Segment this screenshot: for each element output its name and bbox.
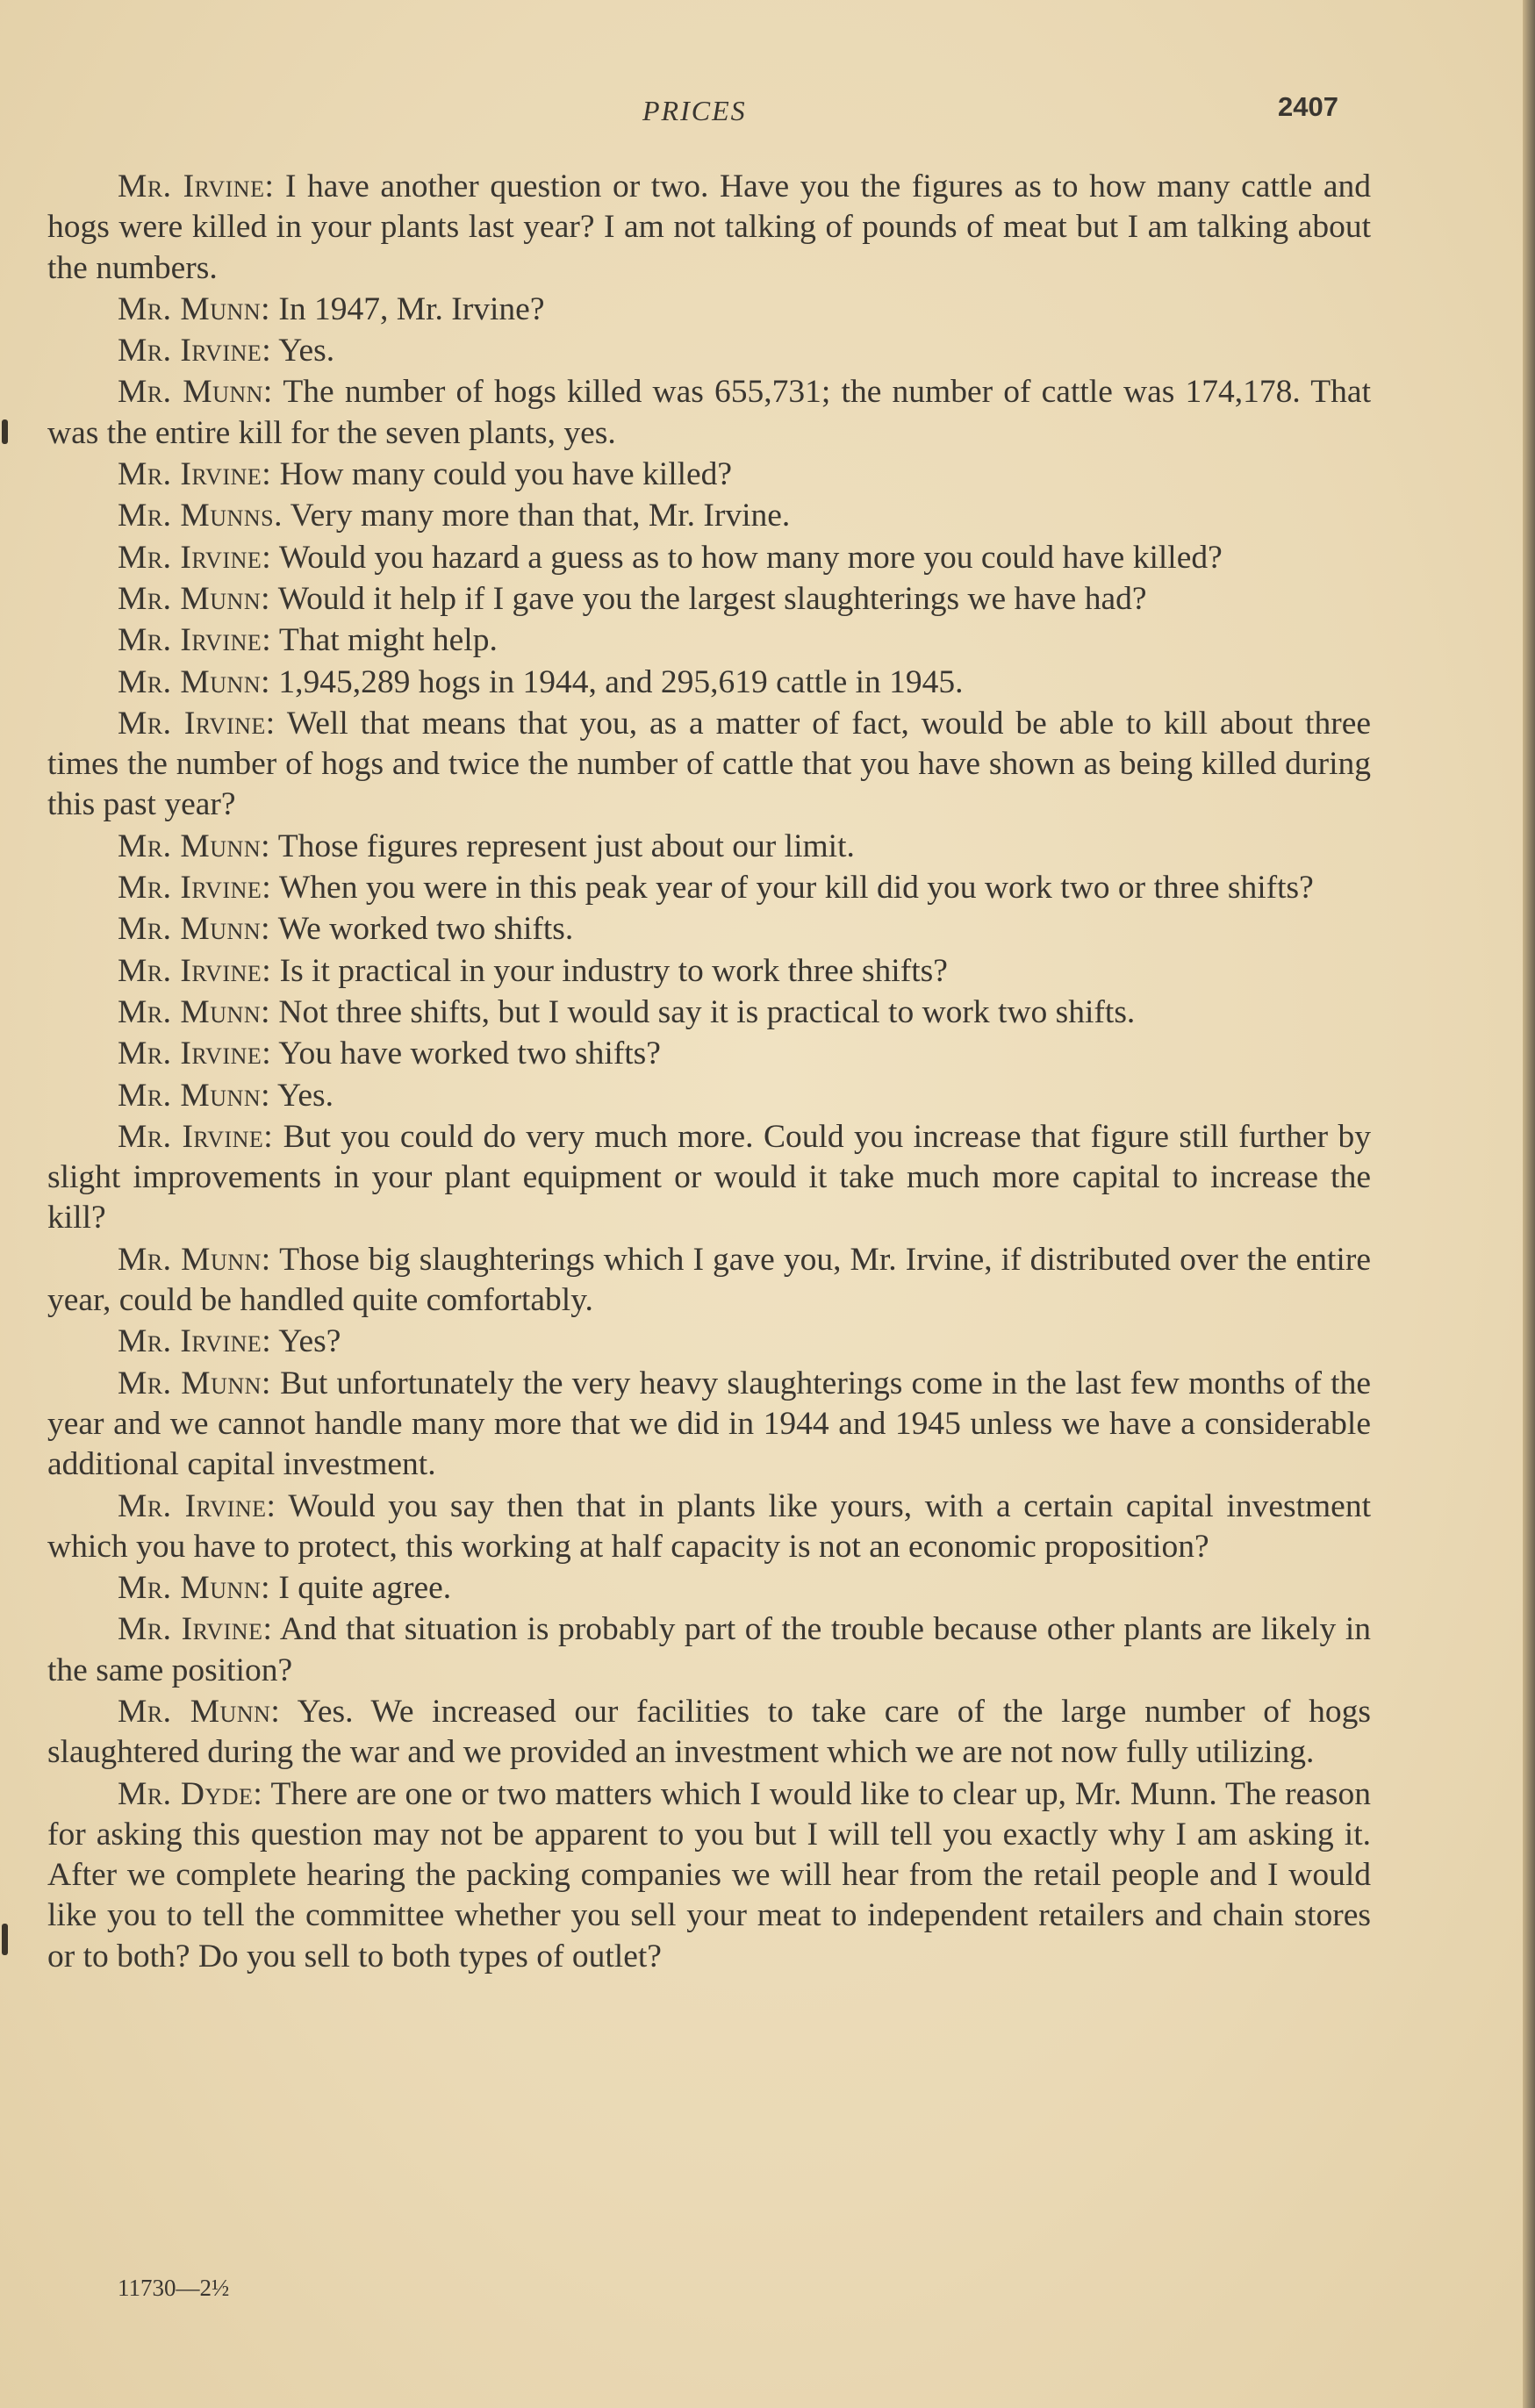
speaker-name: Mr. Irvine: bbox=[118, 705, 276, 742]
paragraph-text: Yes. bbox=[277, 1077, 334, 1114]
paragraph-text: In 1947, Mr. Irvine? bbox=[278, 290, 545, 327]
paragraph-text: I have another question or two. Have you the figures as to how many cattle and hogs were killed in your plants last year? I am not talking of pounds of meat but I am talking about the numbers. bbox=[47, 168, 1371, 286]
paragraph-text: Yes? bbox=[278, 1323, 341, 1360]
paragraph-text: Very many more than that, Mr. Irvine. bbox=[290, 498, 791, 534]
speaker-name: Mr. Irvine: bbox=[118, 1118, 274, 1155]
speaker-name: Mr. Munn: bbox=[118, 374, 273, 411]
paragraph bbox=[47, 663, 1371, 703]
paragraph-text: Yes. We increased our facilities to take care of the large number of hogs slaughtered during the war and we provided an investment which we are not now fully utilizing. bbox=[47, 1693, 1372, 1771]
paragraph-text: Those big slaughterings which I gave you, Mr. Irvine, if distributed over the entire year, could be handled quite comfortably. bbox=[47, 1241, 1371, 1319]
speaker-name: Mr. Irvine: bbox=[118, 539, 272, 576]
paragraph bbox=[47, 1487, 1371, 1568]
paragraph-text: Would it help if I gave you the largest slaughterings we have had? bbox=[277, 580, 1147, 617]
paragraph bbox=[47, 909, 1371, 950]
paragraph bbox=[47, 1240, 1371, 1322]
speaker-name: Mr. Munn: bbox=[118, 290, 271, 327]
paragraph-text: Yes. bbox=[278, 333, 335, 369]
paragraph bbox=[47, 1034, 1371, 1074]
paragraph bbox=[47, 951, 1371, 992]
paragraph-text: Well that means that you, as a matter of fact, would be able to kill about three times the number of hogs and twice the number of cattle that you have shown as being killed during this past year? bbox=[47, 705, 1371, 823]
speaker-name: Mr. Irvine: bbox=[118, 1036, 272, 1072]
speaker-name: Mr. Munn: bbox=[118, 828, 271, 864]
paragraph bbox=[47, 1117, 1371, 1239]
paragraph bbox=[47, 868, 1371, 908]
paragraph-text: I quite agree. bbox=[278, 1570, 452, 1607]
paragraph-text: And that situation is probably part of the trouble because other plants are likely in the same position? bbox=[47, 1611, 1371, 1688]
paragraph-text: Would you hazard a guess as to how many more you could have killed? bbox=[278, 539, 1223, 576]
speaker-name: Mr. Munn: bbox=[118, 1570, 271, 1607]
paragraph bbox=[47, 538, 1371, 578]
paragraph-text: 1,945,289 hogs in 1944, and 295,619 cattle in 1945. bbox=[278, 663, 964, 700]
paragraph-text: Would you say then that in plants like yours, with a certain capital investment which you have to protect, this working at half capacity is not an economic proposition? bbox=[47, 1487, 1371, 1565]
paragraph bbox=[47, 827, 1371, 867]
page-number: 2407 bbox=[1278, 91, 1338, 122]
paragraph bbox=[47, 455, 1371, 495]
paragraph-text: That might help. bbox=[278, 622, 498, 659]
speaker-name: Mr. Munn: bbox=[118, 1241, 271, 1278]
paragraph-text: But unfortunately the very heavy slaughterings come in the last few months of the year and we cannot handle many more that we did in 1944 and 1945 unless we have a considerable additional capital investment. bbox=[47, 1365, 1371, 1483]
paragraph bbox=[47, 579, 1371, 620]
paragraph bbox=[47, 1692, 1371, 1774]
paragraph-text: There are one or two matters which I would like to clear up, Mr. Munn. The reason for asking this question may not be apparent to you but I will tell you exactly why I am asking it. After we complete hearing the packing companies we will hear from the retail people and I would like you to tell the committee whether you sell your meat to independent retailers and chain stores or to both? Do you sell to both types of outlet? bbox=[47, 1775, 1371, 1974]
speaker-name: Mr. Irvine: bbox=[118, 1323, 272, 1360]
speaker-name: Mr. Irvine: bbox=[118, 168, 275, 204]
paragraph bbox=[47, 1364, 1371, 1486]
page-edge-shadow bbox=[1523, 0, 1535, 2408]
paragraph bbox=[47, 372, 1371, 454]
speaker-name: Mr. Irvine: bbox=[118, 456, 272, 493]
speaker-name: Mr. Munns. bbox=[118, 498, 283, 534]
paragraph bbox=[47, 496, 1371, 536]
speaker-name: Mr. Munn: bbox=[118, 663, 271, 700]
speaker-name: Mr. Irvine: bbox=[118, 952, 272, 989]
speaker-name: Mr. Irvine: bbox=[118, 870, 272, 907]
speaker-name: Mr. Irvine: bbox=[118, 622, 272, 659]
transcript-body bbox=[47, 167, 1371, 1978]
paragraph bbox=[47, 993, 1371, 1033]
paragraph bbox=[47, 1076, 1371, 1116]
speaker-name: Mr. Irvine: bbox=[118, 333, 272, 369]
paragraph bbox=[47, 1322, 1371, 1362]
paragraph-text: We worked two shifts. bbox=[277, 911, 574, 948]
speaker-name: Mr. Munn: bbox=[118, 911, 271, 948]
speaker-name: Mr. Munn: bbox=[118, 1693, 281, 1730]
paragraph-text: The number of hogs killed was 655,731; the number of cattle was 174,178. That was the entire kill for the seven plants, yes. bbox=[47, 374, 1371, 451]
speaker-name: Mr. Munn: bbox=[118, 1077, 271, 1114]
paragraph bbox=[47, 290, 1371, 330]
margin-mark-top bbox=[2, 419, 8, 444]
paragraph-text: Is it practical in your industry to work three shifts? bbox=[279, 952, 948, 989]
speaker-name: Mr. Munn: bbox=[118, 580, 271, 617]
signature-mark: 11730—2½ bbox=[118, 2275, 230, 2301]
paragraph bbox=[47, 1774, 1371, 1977]
paragraph bbox=[47, 1609, 1371, 1691]
speaker-name: Mr. Munn: bbox=[118, 1365, 271, 1401]
speaker-name: Mr. Dyde: bbox=[118, 1775, 263, 1812]
speaker-name: Mr. Irvine: bbox=[118, 1487, 276, 1524]
paragraph bbox=[47, 1568, 1371, 1609]
speaker-name: Mr. Irvine: bbox=[118, 1611, 273, 1648]
paragraph-text: But you could do very much more. Could you increase that figure still further by slight improvements in your plant equipment or would it take much more capital to increase the kill? bbox=[47, 1118, 1371, 1236]
paragraph bbox=[47, 167, 1371, 289]
paragraph-text: Those figures represent just about our limit. bbox=[277, 828, 855, 864]
paragraph-text: How many could you have killed? bbox=[279, 456, 733, 493]
running-head: PRICES bbox=[642, 95, 747, 126]
paragraph-text: When you were in this peak year of your kill did you work two or three shifts? bbox=[278, 870, 1314, 907]
paragraph bbox=[47, 331, 1371, 371]
paragraph-text: You have worked two shifts? bbox=[278, 1036, 661, 1072]
paragraph-text: Not three shifts, but I would say it is practical to work two shifts. bbox=[278, 993, 1136, 1030]
paragraph bbox=[47, 620, 1371, 661]
speaker-name: Mr. Munn: bbox=[118, 993, 271, 1030]
paragraph bbox=[47, 704, 1371, 826]
margin-mark-bottom bbox=[2, 1924, 8, 1955]
